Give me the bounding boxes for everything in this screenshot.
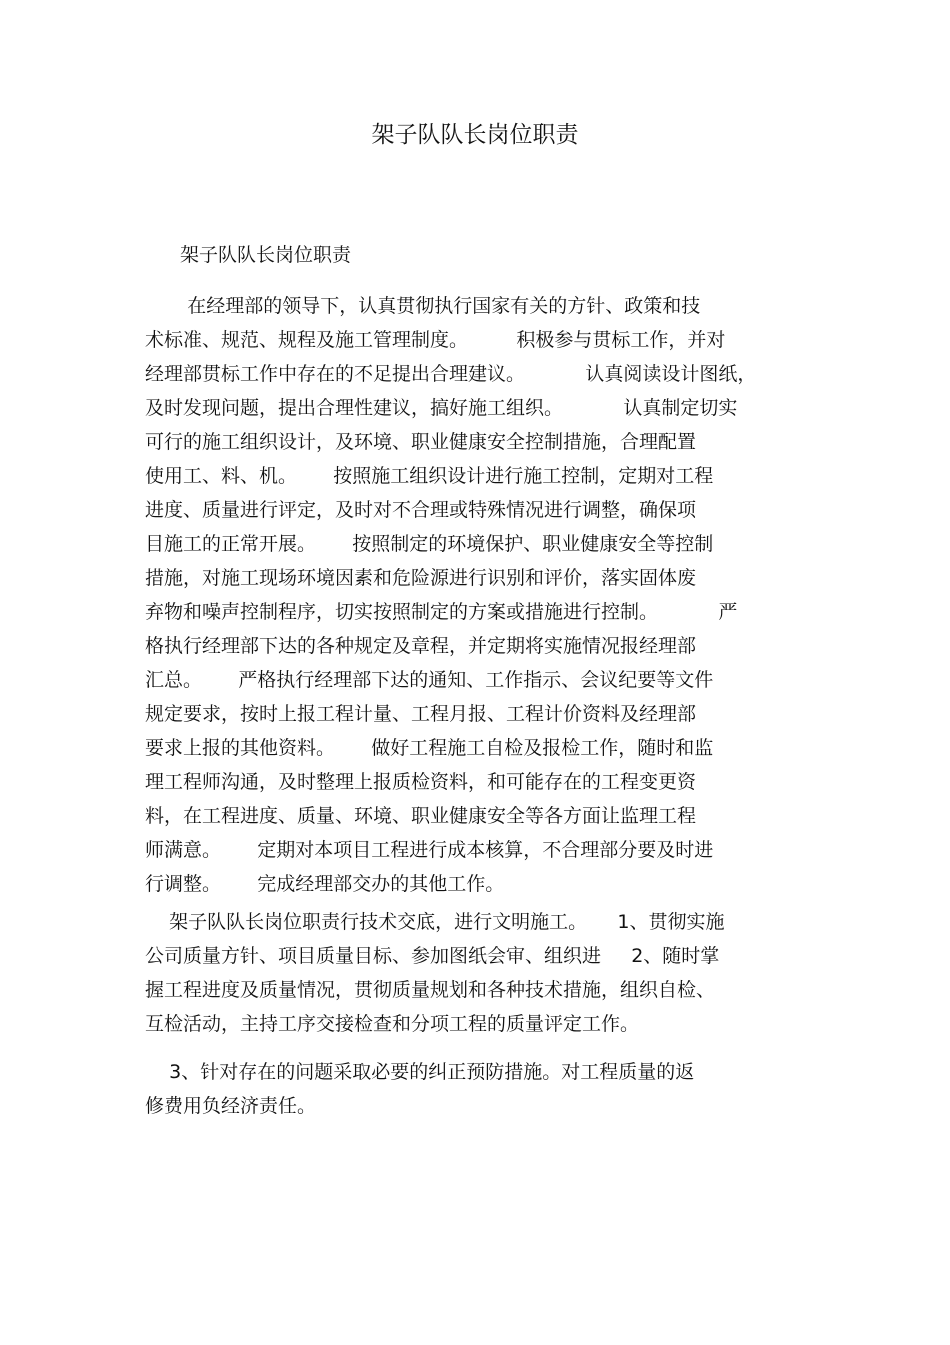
page-title: 架子队队长岗位职责 <box>371 122 579 148</box>
text-line: 理工程师沟通，及时整理上报质检资料，和可能存在的工程变更资 <box>145 771 697 793</box>
text-line: 规定要求，按时上报工程计量、工程月报、工程计价资料及经理部 <box>145 703 697 725</box>
text-line: 使用工、料、机。 按照施工组织设计进行施工控制，定期对工程 <box>145 465 714 487</box>
corrective-measures-paragraph <box>145 1055 845 1123</box>
text-line: 修费用负经济责任。 <box>145 1095 317 1117</box>
section-heading: 架子队队长岗位职责 <box>180 244 352 266</box>
text-line: 要求上报的其他资料。 做好工程施工自检及报检工作，随时和监 <box>145 737 714 759</box>
text-line: 经理部贯标工作中存在的不足提出合理建议。 认真阅读设计图纸， <box>145 363 757 385</box>
text-line: 在经理部的领导下，认真贯彻执行国家有关的方针、政策和技 <box>145 295 701 317</box>
text-line: 格执行经理部下达的各种规定及章程，并定期将实施情况报经理部 <box>145 635 697 657</box>
text-line: 可行的施工组织设计，及环境、职业健康安全控制措施，合理配置 <box>145 431 697 453</box>
text-line: 3、针对存在的问题采取必要的纠正预防措施。对工程质量的返 <box>145 1061 695 1083</box>
text-line: 料，在工程进度、质量、环境、职业健康安全等各方面让监理工程 <box>145 805 697 827</box>
responsibilities-paragraph <box>145 289 845 901</box>
text-line: 术标准、规范、规程及施工管理制度。 积极参与贯标工作，并对 <box>145 329 726 351</box>
text-line: 汇总。 严格执行经理部下达的通知、工作指示、会议纪要等文件 <box>145 669 714 691</box>
quality-duties-paragraph <box>145 905 845 1041</box>
text-line: 师满意。 定期对本项目工程进行成本核算，不合理部分要及时进 <box>145 839 714 861</box>
text-line: 互检活动，主持工序交接检查和分项工程的质量评定工作。 <box>145 1013 640 1035</box>
text-line: 措施，对施工现场环境因素和危险源进行识别和评价，落实固体废 <box>145 567 697 589</box>
text-line: 及时发现问题，提出合理性建议，搞好施工组织。 认真制定切实 <box>145 397 738 419</box>
text-line: 目施工的正常开展。 按照制定的环境保护、职业健康安全等控制 <box>145 533 714 555</box>
text-line: 握工程进度及质量情况，贯彻质量规划和各种技术措施，组织自检、 <box>145 979 716 1001</box>
text-line: 公司质量方针、项目质量目标、参加图纸会审、组织进 2、随时掌 <box>145 945 720 967</box>
text-line: 行调整。 完成经理部交办的其他工作。 <box>145 873 505 895</box>
text-line: 弃物和噪声控制程序，切实按照制定的方案或措施进行控制。 严 <box>145 601 738 623</box>
text-line: 进度、质量进行评定，及时对不合理或特殊情况进行调整，确保项 <box>145 499 697 521</box>
text-line: 架子队队长岗位职责行技术交底，进行文明施工。 1、贯彻实施 <box>145 911 725 933</box>
